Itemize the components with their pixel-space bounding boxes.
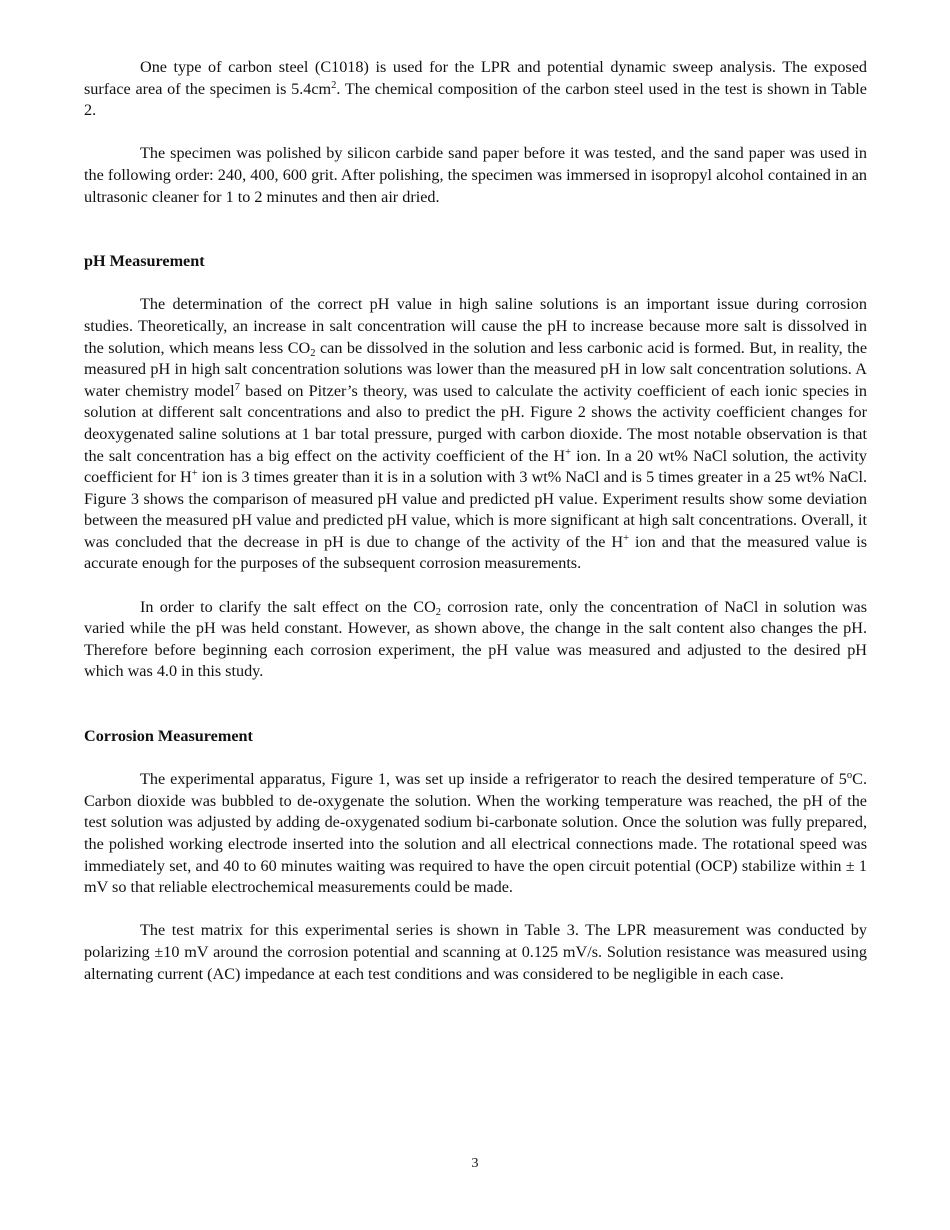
paragraph-specimen-polishing: The specimen was polished by silicon carbide sand paper before it was tested, and the sand paper was used in the following order: 240, 400, 600 grit. After polishing, the specimen was immersed in isopropyl alcohol contained in an ultrasonic cleaner for 1 to 2 minutes and then air dried. bbox=[84, 144, 867, 206]
section-heading-corrosion-measurement: Corrosion Measurement bbox=[84, 727, 253, 746]
paragraph-ph-determination: The determination of the correct pH value in high saline solutions is an important issue during corrosion studies. Theoretically, an increase in salt concentration will cause the pH to increase because more salt is dissolved in the solution, which means less $CO_2$ can be dissolved in the solution and less carbonic acid is formed. But, in reality, the measured pH in high salt concentration solutions was lower than the measured pH in low salt concentration solutions. A water chemistry model$^7$ based on Pitzer’s theory, was used to calculate the activity coefficient of each ionic species in solution at different salt concentrations and also to predict the pH. Figure 2 shows the activity coefficient changes for deoxygenated saline solutions at 1 bar total pressure, purged with carbon dioxide. The most notable observation is that the salt concentration has a big effect on the activity coefficient of the H+ ion. In a 20 wt% NaCl solution, the activity coefficient for H+ ion is 3 times greater than it is in a solution with 3 wt% NaCl and is 5 times greater in a 25 wt% NaCl. Figure 3 shows the comparison of measured pH value and predicted pH value. Experiment results show some deviation between the measured pH value and predicted pH value, which is more significant at high salt concentrations. Overall, it was concluded that the decrease in pH is due to change of the activity of the H+ ion and that the measured value is accurate enough for the purposes of the subsequent corrosion measurements. bbox=[84, 295, 868, 573]
section-heading-ph-measurement: pH Measurement bbox=[84, 252, 205, 271]
paragraph-specimen-material: One type of carbon steel (C1018) is used for the LPR and potential dynamic sweep analysis. The exposed surface area of the specimen is $5.4cm^2$. The chemical composition of the carbon steel used in the test is shown in Table 2. bbox=[84, 58, 867, 120]
paragraph-salt-effect: In order to clarify the salt effect on the $CO_2$ corrosion rate, only the concentration of NaCl in solution was varied while the pH was held constant. However, as shown above, the change in the salt content also changes the pH. Therefore before beginning each corrosion experiment, the pH value was measured and adjusted to the desired pH which was 4.0 in this study. bbox=[84, 597, 867, 681]
page-number: 3 bbox=[471, 1156, 479, 1171]
page-body bbox=[84, 57, 867, 985]
paragraph-experimental-apparatus: The experimental apparatus, Figure 1, was set up inside a refrigerator to reach the desired temperature of 5$^o$C. Carbon dioxide was bubbled to de-oxygenate the solution. When the working temperature was reached, the pH of the test solution was adjusted by adding de-oxygenated sodium bi-carbonate solution. Once the solution was fully prepared, the polished working electrode inserted into the solution and all electrical connections made. The rotational speed was immediately set, and 40 to 60 minutes waiting was required to have the open circuit potential (OCP) stabilize within ± 1 mV so that reliable electrochemical measurements could be made. bbox=[84, 770, 867, 897]
paragraph-test-matrix: The test matrix for this experimental series is shown in Table 3. The LPR measurement was conducted by polarizing ±10 mV around the corrosion potential and scanning at 0.125 mV/s. Solution resistance was measured using alternating current (AC) impedance at each test conditions and was considered to be negligible in each case. bbox=[84, 921, 867, 983]
